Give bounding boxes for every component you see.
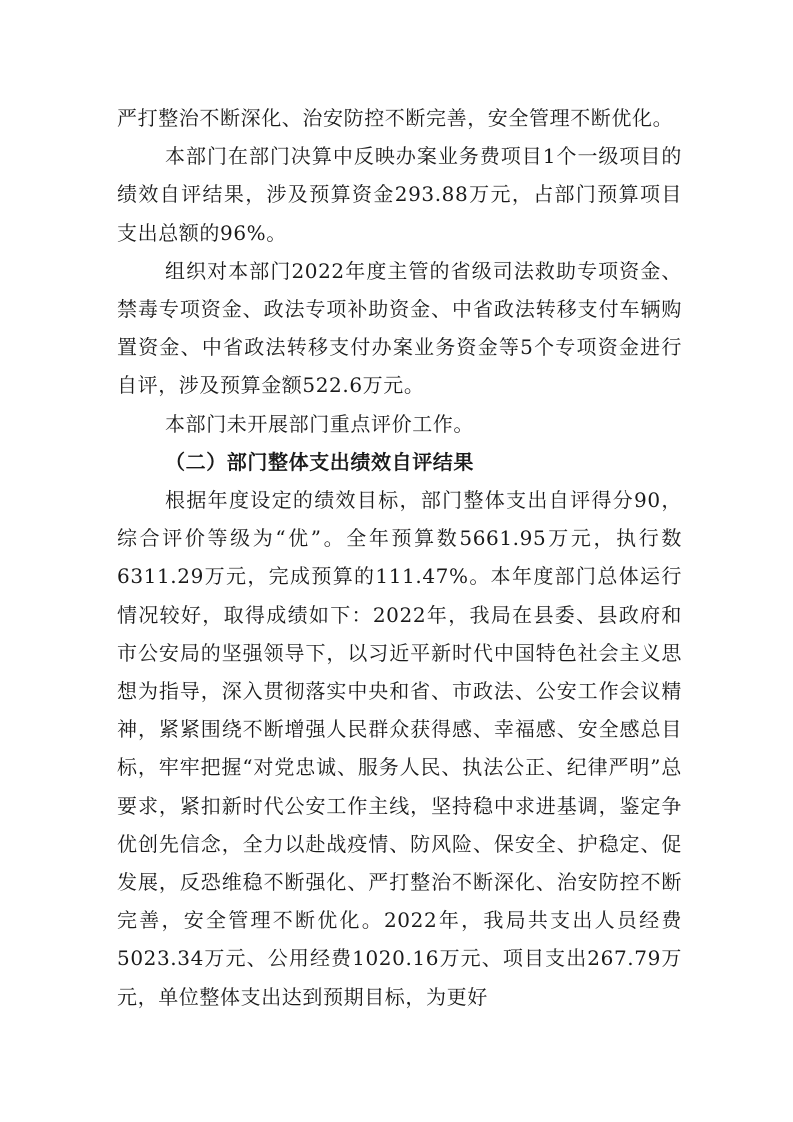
paragraph-overall-results: 根据年度设定的绩效目标，部门整体支出自评得分90，综合评价等级为“优”。全年预算数5661.95万元，执行数6311.29万元，完成预算的111.47%。本年度部门总体运行情况较好，取得成绩如下：2022年，我局在县委、县政府和市公安局的坚强领导下，以习近平新时代中国特色社会主义思想为指导，深入贯彻落实中央和省、市政法、公安工作会议精神，紧紧围绕不断增强人民群众获得感、幸福感、安全感总目标，牢牢把握“对党忠诚、服务人民、执法公正、纪律严明”总要求，紧扣新时代公安工作主线，坚持稳中求进基调，鉴定争优创先信念，全力以赴战疫情、防风险、保安全、护稳定、促发展，反恐维稳不断强化、严打整治不断深化、治安防控不断完善，安全管理不断优化。2022年，我局共支出人员经费5023.34万元、公用经费1020.16万元、项目支出267.79万元，单位整体支出达到预期目标，为更好 bbox=[117, 488, 682, 1009]
paragraph-key-evaluation: 本部门未开展部门重点评价工作。 bbox=[165, 411, 474, 436]
paragraph-special-funds: 组织对本部门2022年度主管的省级司法救助专项资金、禁毒专项资金、政法专项补助资金、中省政法转移支付车辆购置资金、中省政法转移支付办案业务资金等5个专项资金进行自评，涉及预算金额522.6万元。 bbox=[117, 258, 682, 398]
document-body bbox=[117, 99, 682, 1016]
paragraph-continuation: 严打整治不断深化、治安防控不断完善，安全管理不断优化。 bbox=[117, 106, 674, 130]
section-heading: （二）部门整体支出绩效自评结果 bbox=[165, 449, 474, 474]
paragraph-project-evaluation: 本部门在部门决算中反映办案业务费项目1个一级项目的绩效自评结果，涉及预算资金293.88万元，占部门预算项目支出总额的96%。 bbox=[117, 144, 682, 245]
